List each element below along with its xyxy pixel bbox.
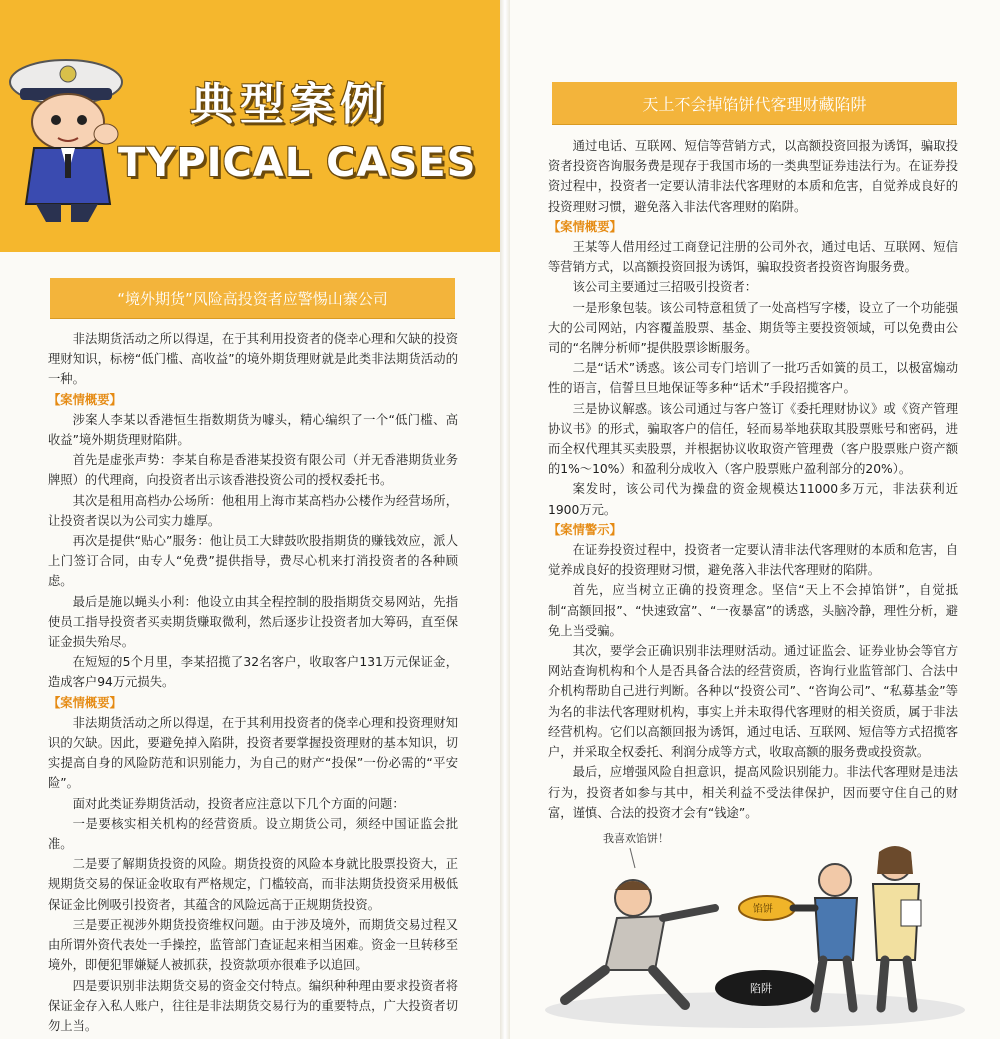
- paragraph: 一是要核实相关机构的经营资质。设立期货公司，须经中国证监会批准。: [48, 816, 458, 852]
- pie-label: 馅饼: [753, 904, 773, 915]
- paragraph: 最后，应增强风险自担意识，提高风险识别能力。非法代客理财是违法行为，投资者如参与其中，相关利益不受法律保护，因而要守住自己的财富，谨慎、合法的投资才会有“钱途”。: [548, 765, 958, 820]
- paragraph: 面对此类证券期货活动，投资者应注意以下几个方面的问题：: [72, 796, 405, 811]
- left-case-title: “境外期货”风险高投资者应警惕山寨公司: [50, 278, 455, 318]
- paragraph: 其次是租用高档办公场所：他租用上海市某高档办公楼作为经营场所，让投资者误以为公司实力雄厚。: [48, 493, 458, 528]
- paragraph: 该公司主要通过三招吸引投资者：: [572, 280, 758, 295]
- speech-text: 我喜欢馅饼！: [603, 832, 669, 845]
- trap-label: 陷阱: [750, 982, 772, 995]
- paragraph: 在短短的5个月里，李某招揽了32名客户，收取客户131万元保证金，造成客户94万元损失。: [48, 655, 458, 690]
- header-banner: [0, 0, 500, 252]
- right-intro: 通过电话、互联网、短信等营销方式，以高额投资回报为诱饵，骗取投资者投资咨询服务费是现存于我国市场的一类典型证券违法行为。在证券投资过程中，投资者一定要认清非法代客理财的本质和危害，自觉养成良好的投资理财习惯，避免落入非法代客理财的陷阱。: [548, 139, 958, 214]
- police-mascot-illustration: [6, 44, 126, 224]
- header-title-cn: 典型案例: [190, 79, 390, 130]
- header-title-en: TYPICAL CASES: [118, 140, 477, 186]
- paragraph: 王某等人借用经过工商登记注册的公司外衣，通过电话、互联网、短信等营销方式，以高额投资回报为诱饵，骗取投资者投资咨询服务费。: [548, 240, 958, 275]
- paragraph: 三是协议解惑。该公司通过与客户签订《委托理财协议》或《资产管理协议书》的形式，骗取客户的信任，轻而易举地获取其股票账号和密码，进而全权代理其买卖股票，并根据协议收取资产管理费（客户股票账户资产额的1%～10%）和盈利分成收入（客户股票账户盈利部分的20%）。: [548, 401, 958, 477]
- right-case-body: [548, 136, 958, 823]
- paragraph: 其次，要学会正确识别非法理财活动。通过证监会、证券业协会等官方网站查询机构和个人是否具备合法的经营资质，咨询行业监管部门、合法中介机构帮助自己进行判断。各种以“投资公司”、“咨询公司”、“私募基金”等为名的非法代客理财机构，事实上并未取得代客理财的相关资质，属于非法经营机构。它们以高额回报为诱饵，通过电话、互联网、短信等方式招揽客户，并采取全权委托、利润分成等方式，收取高额的服务费或投资款。: [548, 644, 958, 760]
- paragraph: 再次是提供“贴心”服务：他让员工大肆鼓吹股指期货的赚钱效应，派人上门签订合同，由专人“免费”提供指导，费尽心机来打消投资者的各种顾虑。: [48, 534, 458, 589]
- paragraph: 案发时，该公司代为操盘的资金规模达11000多万元，非法获利近1900万元。: [548, 482, 958, 517]
- page-gutter: [500, 0, 510, 1039]
- paragraph: 涉案人李某以香港恒生指数期货为噱头，精心编织了一个“低门槛、高收益”境外期货理财陷阱。: [48, 412, 458, 448]
- left-intro: 非法期货活动之所以得逞，在于其利用投资者的侥幸心理和欠缺的投资理财知识，标榜“低门槛、高收益”的境外期货理财就是此类非法期货活动的一种。: [48, 332, 458, 387]
- paragraph: 二是要了解期货投资的风险。期货投资的风险本身就比股票投资大，正规期货交易的保证金收取有严格规定，门槛较高，而非法期货投资采用极低保证金比例吸引投资者，其蕴含的风险远高于正规期货投资。: [48, 857, 458, 912]
- right-warning-label: 【案情警示】: [548, 522, 622, 537]
- paragraph: 一是形象包装。该公司特意租赁了一处高档写字楼，设立了一个功能强大的公司网站，内容覆盖股票、基金、期货等主要投资领域，可以免费由公司的“名牌分析师”提供股票诊断服务。: [548, 300, 958, 356]
- paragraph: 非法期货活动之所以得逞，在于其利用投资者的侥幸心理和投资理财知识的欠缺。因此，要避免掉入陷阱，投资者要掌握投资理财的基本知识，切实提高自身的风险防范和识别能力，为自己的财产“投保”一份必需的“平安险”。: [48, 715, 458, 791]
- paragraph: 四是要识别非法期货交易的资金交付特点。编织种种理由要求投资者将保证金存入私人账户，往往是非法期货交易行为的重要特点，广大投资者切勿上当。: [48, 978, 458, 1033]
- right-case-title: 天上不会掉馅饼代客理财藏陷阱: [552, 82, 957, 124]
- paragraph: 二是“话术”诱惑。该公司专门培训了一批巧舌如簧的员工，以极富煽动性的语言，信誓旦旦地保证等多种“话术”手段招揽客户。: [548, 361, 958, 396]
- paragraph: 首先，应当树立正确的投资理念。坚信“天上不会掉馅饼”，自觉抵制“高额回报”、“快速致富”、“一夜暴富”的诱惑，头脑冷静，理性分析，避免上当受骗。: [548, 583, 958, 638]
- left-overview-label: 【案情概要】: [48, 392, 122, 407]
- paragraph: 最后是施以蝇头小利：他设立由其全程控制的股指期货交易网站，先指使员工指导投资者买卖期货赚取微利，然后逐步让投资者加大筹码，直至保证金损失殆尽。: [48, 594, 458, 650]
- right-overview-label: 【案情概要】: [548, 219, 622, 234]
- paragraph: 三是要正视涉外期货投资维权问题。由于涉及境外，而期货交易过程又由所谓外资代表处一手操控，监管部门查证起来相当困难。资金一旦转移至境外，即便犯罪嫌疑人被抓获，投资款项亦很难予以追回。: [48, 917, 458, 973]
- left-case-body: [48, 329, 458, 1036]
- paragraph: 首先是虚张声势：李某自称是香港某投资有限公司（并无香港期货业务牌照）的代理商，向投资者出示该香港投资公司的授权委托书。: [48, 453, 458, 488]
- cartoon-illustration: [535, 820, 975, 1030]
- left-warning-label: 【案情概要】: [48, 695, 122, 710]
- paragraph: 在证券投资过程中，投资者一定要认清非法代客理财的本质和危害，自觉养成良好的投资理财习惯，避免落入非法代客理财的陷阱。: [548, 543, 958, 578]
